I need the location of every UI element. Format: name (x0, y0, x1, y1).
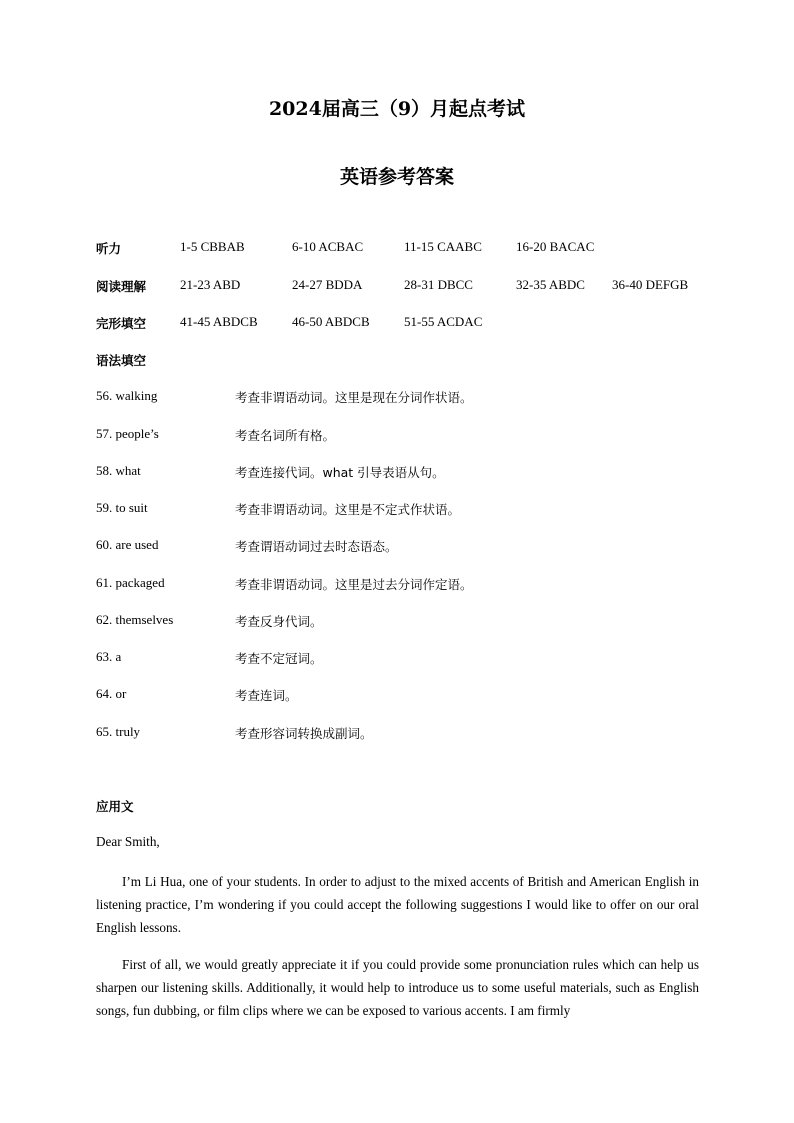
grammar-answer: 59. to suit (96, 500, 148, 515)
answer-row-label: 完形填空 (96, 316, 147, 331)
letter-salutation: Dear Smith, (96, 834, 160, 849)
answer-group: 21-23 ABD (180, 277, 241, 292)
grammar-explanation: 考查反身代词。 (235, 614, 323, 629)
answer-group: 51-55 ACDAC (404, 314, 483, 329)
grammar-explanation: 考查非谓语动词。这里是不定式作状语。 (235, 502, 461, 517)
grammar-explanation: 考查非谓语动词。这里是过去分词作定语。 (235, 577, 473, 592)
answer-group: 41-45 ABDCB (180, 314, 258, 329)
grammar-explanation: 考查不定冠词。 (235, 651, 323, 666)
answer-group: 46-50 ABDCB (292, 314, 370, 329)
grammar-answer: 57. people’s (96, 426, 159, 441)
answer-group: 6-10 ACBAC (292, 239, 364, 254)
answer-group: 16-20 BACAC (516, 239, 595, 254)
page-title: 2024届高三（9）月起点考试 (268, 98, 526, 120)
grammar-heading: 语法填空 (96, 353, 147, 368)
grammar-answer: 56. walking (96, 388, 158, 403)
grammar-explanation: 考查连接代词。what 引导表语从句。 (235, 465, 445, 480)
letter-body (96, 870, 699, 1022)
writing-heading: 应用文 (96, 799, 134, 814)
grammar-answer: 64. or (96, 686, 127, 701)
answer-group: 28-31 DBCC (404, 277, 473, 292)
answer-group: 36-40 DEFGB (612, 277, 689, 292)
grammar-explanation: 考查名词所有格。 (235, 428, 336, 443)
grammar-answer: 62. themselves (96, 612, 174, 627)
letter-paragraph: First of all, we would greatly appreciate it if you could provide some pronunciation rules which can help us sharpen our listening skills. Additionally, it would help to introduce us to some useful materials, such as English songs, fun dubbing, or film clips where we can be exposed to various accents. I am firmly (96, 957, 699, 1018)
page-subtitle: 英语参考答案 (339, 166, 454, 188)
grammar-answer: 61. packaged (96, 575, 165, 590)
answer-group: 11-15 CAABC (404, 239, 482, 254)
answer-group: 24-27 BDDA (292, 277, 363, 292)
letter-paragraph: I’m Li Hua, one of your students. In order to adjust to the mixed accents of British and American English in listening practice, I’m wondering if you could accept the following suggestions I would like to offer on our oral English lessons. (96, 874, 699, 935)
answer-row-label: 听力 (96, 241, 122, 256)
grammar-explanation: 考查连词。 (235, 688, 298, 703)
grammar-explanation: 考查谓语动词过去时态语态。 (235, 539, 398, 554)
grammar-answer: 60. are used (96, 537, 159, 552)
answer-group: 32-35 ABDC (516, 277, 585, 292)
grammar-answer: 65. truly (96, 724, 141, 739)
grammar-explanation: 考查非谓语动词。这里是现在分词作状语。 (235, 390, 473, 405)
answer-row-label: 阅读理解 (96, 279, 147, 294)
grammar-explanation: 考查形容词转换成副词。 (235, 726, 373, 741)
grammar-answer: 63. a (96, 649, 122, 664)
answer-group: 1-5 CBBAB (180, 239, 245, 254)
grammar-answer: 58. what (96, 463, 141, 478)
